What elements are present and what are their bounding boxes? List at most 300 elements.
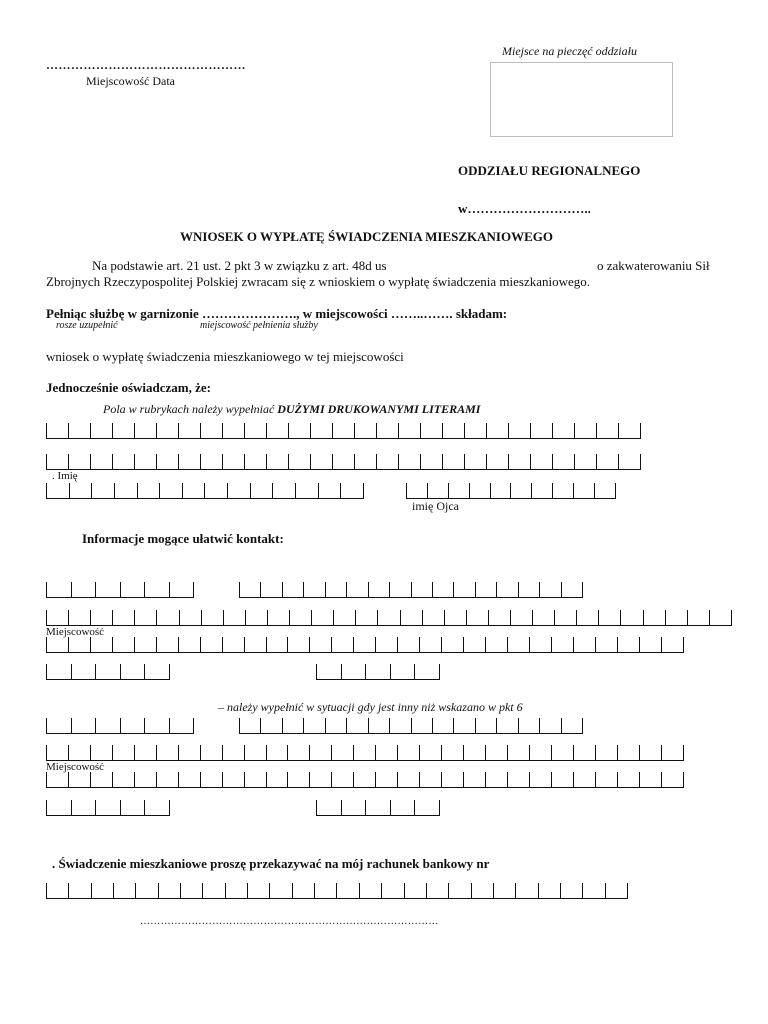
char-box[interactable] — [531, 423, 553, 439]
char-box[interactable] — [47, 772, 69, 788]
char-box[interactable] — [497, 582, 518, 598]
char-box[interactable] — [354, 637, 376, 653]
char-box[interactable] — [145, 664, 170, 680]
char-box[interactable] — [240, 582, 261, 598]
char-box[interactable] — [415, 664, 440, 680]
char-box[interactable] — [179, 745, 201, 761]
char-box[interactable] — [326, 718, 347, 734]
char-box[interactable] — [115, 483, 138, 499]
char-box[interactable] — [317, 800, 342, 816]
char-box[interactable] — [157, 772, 179, 788]
char-box[interactable] — [621, 610, 643, 626]
surname-field-2[interactable] — [46, 454, 641, 470]
char-box[interactable] — [304, 718, 325, 734]
char-box[interactable] — [347, 582, 368, 598]
char-box[interactable] — [619, 454, 641, 470]
char-box[interactable] — [511, 610, 533, 626]
bank-account-field[interactable] — [46, 883, 628, 899]
char-box[interactable] — [157, 745, 179, 761]
char-box[interactable] — [121, 800, 146, 816]
father-name-field[interactable] — [406, 483, 616, 499]
char-box[interactable] — [391, 664, 416, 680]
char-box[interactable] — [472, 883, 494, 899]
char-box[interactable] — [293, 883, 315, 899]
char-box[interactable] — [91, 423, 113, 439]
char-box[interactable] — [530, 637, 552, 653]
char-box[interactable] — [47, 883, 69, 899]
char-box[interactable] — [486, 637, 508, 653]
char-box[interactable] — [312, 610, 334, 626]
char-box[interactable] — [157, 454, 179, 470]
char-box[interactable] — [662, 772, 684, 788]
char-box[interactable] — [289, 423, 311, 439]
char-box[interactable] — [138, 483, 161, 499]
char-box[interactable] — [399, 423, 421, 439]
char-box[interactable] — [201, 454, 223, 470]
char-box[interactable] — [91, 637, 113, 653]
char-box[interactable] — [96, 718, 121, 734]
char-box[interactable] — [531, 454, 553, 470]
char-box[interactable] — [606, 883, 628, 899]
char-box[interactable] — [465, 454, 487, 470]
char-box[interactable] — [382, 883, 404, 899]
char-box[interactable] — [261, 582, 282, 598]
char-box[interactable] — [530, 772, 552, 788]
char-box[interactable] — [376, 637, 398, 653]
city-field[interactable] — [46, 610, 732, 626]
char-box[interactable] — [157, 610, 179, 626]
char-box[interactable] — [369, 582, 390, 598]
char-box[interactable] — [596, 745, 618, 761]
char-box[interactable] — [69, 637, 91, 653]
char-box[interactable] — [442, 772, 464, 788]
char-box[interactable] — [113, 637, 135, 653]
char-box[interactable] — [47, 664, 72, 680]
char-box[interactable] — [427, 883, 449, 899]
char-box[interactable] — [268, 610, 290, 626]
char-box[interactable] — [290, 610, 312, 626]
char-box[interactable] — [289, 454, 311, 470]
street-field[interactable] — [239, 582, 583, 598]
char-box[interactable] — [428, 483, 449, 499]
char-box[interactable] — [433, 582, 454, 598]
char-box[interactable] — [311, 423, 333, 439]
char-box[interactable] — [223, 637, 245, 653]
char-box[interactable] — [267, 772, 289, 788]
char-box[interactable] — [405, 883, 427, 899]
char-box[interactable] — [575, 423, 597, 439]
char-box[interactable] — [72, 664, 97, 680]
alt-house-number-field[interactable] — [46, 800, 170, 816]
char-box[interactable] — [315, 883, 337, 899]
char-box[interactable] — [136, 883, 158, 899]
char-box[interactable] — [710, 610, 732, 626]
char-box[interactable] — [442, 745, 464, 761]
char-box[interactable] — [201, 423, 223, 439]
char-box[interactable] — [398, 637, 420, 653]
char-box[interactable] — [366, 800, 391, 816]
char-box[interactable] — [376, 745, 398, 761]
char-box[interactable] — [246, 610, 268, 626]
char-box[interactable] — [92, 883, 114, 899]
char-box[interactable] — [449, 883, 471, 899]
char-box[interactable] — [574, 772, 596, 788]
char-box[interactable] — [273, 483, 296, 499]
char-box[interactable] — [516, 883, 538, 899]
char-box[interactable] — [412, 582, 433, 598]
char-box[interactable] — [179, 637, 201, 653]
char-box[interactable] — [47, 454, 69, 470]
char-box[interactable] — [575, 454, 597, 470]
char-box[interactable] — [391, 800, 416, 816]
char-box[interactable] — [487, 423, 509, 439]
char-box[interactable] — [555, 610, 577, 626]
char-box[interactable] — [599, 610, 621, 626]
char-box[interactable] — [443, 454, 465, 470]
char-box[interactable] — [267, 637, 289, 653]
char-box[interactable] — [69, 772, 91, 788]
char-box[interactable] — [91, 745, 113, 761]
char-box[interactable] — [366, 664, 391, 680]
char-box[interactable] — [332, 745, 354, 761]
char-box[interactable] — [423, 610, 445, 626]
char-box[interactable] — [121, 582, 146, 598]
char-box[interactable] — [179, 772, 201, 788]
char-box[interactable] — [662, 745, 684, 761]
char-box[interactable] — [91, 454, 113, 470]
char-box[interactable] — [310, 745, 332, 761]
char-box[interactable] — [283, 582, 304, 598]
address-field[interactable] — [46, 637, 684, 653]
alt-postal-code-field[interactable] — [46, 718, 194, 734]
char-box[interactable] — [334, 610, 356, 626]
char-box[interactable] — [470, 483, 491, 499]
char-box[interactable] — [401, 610, 423, 626]
char-box[interactable] — [539, 883, 561, 899]
char-box[interactable] — [574, 637, 596, 653]
char-box[interactable] — [113, 423, 135, 439]
char-box[interactable] — [662, 637, 684, 653]
char-box[interactable] — [552, 772, 574, 788]
char-box[interactable] — [553, 454, 575, 470]
alt-apartment-number-field[interactable] — [316, 800, 440, 816]
char-box[interactable] — [69, 610, 91, 626]
char-box[interactable] — [47, 800, 72, 816]
char-box[interactable] — [121, 664, 146, 680]
char-box[interactable] — [203, 883, 225, 899]
char-box[interactable] — [421, 454, 443, 470]
char-box[interactable] — [467, 610, 489, 626]
char-box[interactable] — [47, 423, 69, 439]
char-box[interactable] — [135, 610, 157, 626]
char-box[interactable] — [486, 745, 508, 761]
char-box[interactable] — [464, 745, 486, 761]
char-box[interactable] — [201, 745, 223, 761]
char-box[interactable] — [311, 454, 333, 470]
char-box[interactable] — [533, 610, 555, 626]
char-box[interactable] — [69, 883, 91, 899]
char-box[interactable] — [332, 637, 354, 653]
char-box[interactable] — [326, 582, 347, 598]
char-box[interactable] — [228, 483, 251, 499]
alt-street-field[interactable] — [239, 718, 583, 734]
char-box[interactable] — [267, 745, 289, 761]
char-box[interactable] — [487, 454, 509, 470]
char-box[interactable] — [491, 483, 512, 499]
char-box[interactable] — [511, 483, 532, 499]
house-number-field[interactable] — [46, 664, 170, 680]
char-box[interactable] — [561, 883, 583, 899]
char-box[interactable] — [160, 483, 183, 499]
char-box[interactable] — [47, 483, 70, 499]
char-box[interactable] — [261, 718, 282, 734]
char-box[interactable] — [333, 423, 355, 439]
char-box[interactable] — [369, 718, 390, 734]
char-box[interactable] — [407, 483, 428, 499]
char-box[interactable] — [355, 454, 377, 470]
char-box[interactable] — [202, 610, 224, 626]
char-box[interactable] — [310, 637, 332, 653]
surname-field[interactable] — [46, 423, 641, 439]
char-box[interactable] — [508, 745, 530, 761]
char-box[interactable] — [96, 582, 121, 598]
char-box[interactable] — [121, 718, 146, 734]
char-box[interactable] — [179, 454, 201, 470]
char-box[interactable] — [356, 610, 378, 626]
char-box[interactable] — [415, 800, 440, 816]
char-box[interactable] — [113, 772, 135, 788]
char-box[interactable] — [96, 800, 121, 816]
char-box[interactable] — [562, 582, 583, 598]
char-box[interactable] — [114, 883, 136, 899]
char-box[interactable] — [145, 582, 170, 598]
char-box[interactable] — [157, 637, 179, 653]
char-box[interactable] — [135, 772, 157, 788]
char-box[interactable] — [288, 637, 310, 653]
char-box[interactable] — [562, 718, 583, 734]
char-box[interactable] — [540, 718, 561, 734]
char-box[interactable] — [245, 637, 267, 653]
char-box[interactable] — [223, 423, 245, 439]
char-box[interactable] — [577, 610, 599, 626]
char-box[interactable] — [183, 483, 206, 499]
char-box[interactable] — [497, 718, 518, 734]
char-box[interactable] — [91, 772, 113, 788]
char-box[interactable] — [113, 610, 135, 626]
char-box[interactable] — [135, 637, 157, 653]
char-box[interactable] — [398, 745, 420, 761]
char-box[interactable] — [464, 772, 486, 788]
char-box[interactable] — [47, 610, 69, 626]
char-box[interactable] — [240, 718, 261, 734]
char-box[interactable] — [618, 772, 640, 788]
alt-address-field[interactable] — [46, 772, 684, 788]
char-box[interactable] — [248, 883, 270, 899]
char-box[interactable] — [355, 423, 377, 439]
char-box[interactable] — [574, 483, 595, 499]
char-box[interactable] — [618, 637, 640, 653]
char-box[interactable] — [205, 483, 228, 499]
char-box[interactable] — [619, 423, 641, 439]
char-box[interactable] — [113, 745, 135, 761]
char-box[interactable] — [288, 772, 310, 788]
char-box[interactable] — [640, 637, 662, 653]
char-box[interactable] — [310, 772, 332, 788]
char-box[interactable] — [223, 772, 245, 788]
char-box[interactable] — [666, 610, 688, 626]
char-box[interactable] — [433, 718, 454, 734]
char-box[interactable] — [476, 582, 497, 598]
char-box[interactable] — [443, 423, 465, 439]
char-box[interactable] — [47, 637, 69, 653]
char-box[interactable] — [449, 483, 470, 499]
char-box[interactable] — [135, 423, 157, 439]
char-box[interactable] — [540, 582, 561, 598]
char-box[interactable] — [226, 883, 248, 899]
char-box[interactable] — [341, 483, 364, 499]
char-box[interactable] — [454, 718, 475, 734]
char-box[interactable] — [596, 637, 618, 653]
char-box[interactable] — [420, 637, 442, 653]
char-box[interactable] — [181, 883, 203, 899]
char-box[interactable] — [442, 637, 464, 653]
char-box[interactable] — [47, 745, 69, 761]
char-box[interactable] — [553, 483, 574, 499]
char-box[interactable] — [96, 664, 121, 680]
char-box[interactable] — [72, 718, 97, 734]
char-box[interactable] — [574, 745, 596, 761]
char-box[interactable] — [342, 664, 367, 680]
char-box[interactable] — [201, 637, 223, 653]
char-box[interactable] — [145, 800, 170, 816]
char-box[interactable] — [296, 483, 319, 499]
char-box[interactable] — [267, 454, 289, 470]
char-box[interactable] — [354, 745, 376, 761]
char-box[interactable] — [464, 637, 486, 653]
char-box[interactable] — [445, 610, 467, 626]
char-box[interactable] — [145, 718, 170, 734]
char-box[interactable] — [135, 745, 157, 761]
char-box[interactable] — [170, 718, 195, 734]
char-box[interactable] — [476, 718, 497, 734]
char-box[interactable] — [465, 423, 487, 439]
char-box[interactable] — [390, 582, 411, 598]
char-box[interactable] — [377, 454, 399, 470]
char-box[interactable] — [283, 718, 304, 734]
char-box[interactable] — [69, 423, 91, 439]
char-box[interactable] — [288, 745, 310, 761]
char-box[interactable] — [170, 582, 195, 598]
char-box[interactable] — [640, 745, 662, 761]
char-box[interactable] — [390, 718, 411, 734]
char-box[interactable] — [135, 454, 157, 470]
char-box[interactable] — [532, 483, 553, 499]
char-box[interactable] — [245, 772, 267, 788]
char-box[interactable] — [180, 610, 202, 626]
char-box[interactable] — [91, 610, 113, 626]
char-box[interactable] — [688, 610, 710, 626]
char-box[interactable] — [399, 454, 421, 470]
char-box[interactable] — [201, 772, 223, 788]
char-box[interactable] — [337, 883, 359, 899]
char-box[interactable] — [347, 718, 368, 734]
char-box[interactable] — [223, 454, 245, 470]
char-box[interactable] — [412, 718, 433, 734]
char-box[interactable] — [519, 582, 540, 598]
char-box[interactable] — [377, 423, 399, 439]
char-box[interactable] — [583, 883, 605, 899]
char-box[interactable] — [304, 582, 325, 598]
char-box[interactable] — [489, 610, 511, 626]
char-box[interactable] — [245, 423, 267, 439]
char-box[interactable] — [270, 883, 292, 899]
char-box[interactable] — [360, 883, 382, 899]
char-box[interactable] — [552, 745, 574, 761]
char-box[interactable] — [454, 582, 475, 598]
char-box[interactable] — [553, 423, 575, 439]
char-box[interactable] — [179, 423, 201, 439]
char-box[interactable] — [596, 772, 618, 788]
char-box[interactable] — [618, 745, 640, 761]
char-box[interactable] — [69, 454, 91, 470]
char-box[interactable] — [317, 664, 342, 680]
postal-code-field[interactable] — [46, 582, 194, 598]
char-box[interactable] — [333, 454, 355, 470]
char-box[interactable] — [332, 772, 354, 788]
char-box[interactable] — [72, 800, 97, 816]
char-box[interactable] — [69, 745, 91, 761]
char-box[interactable] — [509, 454, 531, 470]
char-box[interactable] — [595, 483, 616, 499]
char-box[interactable] — [597, 423, 619, 439]
char-box[interactable] — [420, 772, 442, 788]
char-box[interactable] — [72, 582, 97, 598]
char-box[interactable] — [640, 772, 662, 788]
char-box[interactable] — [398, 772, 420, 788]
char-box[interactable] — [508, 637, 530, 653]
char-box[interactable] — [159, 883, 181, 899]
char-box[interactable] — [354, 772, 376, 788]
char-box[interactable] — [47, 582, 72, 598]
first-name-field[interactable] — [46, 483, 364, 499]
char-box[interactable] — [486, 772, 508, 788]
char-box[interactable] — [376, 772, 398, 788]
char-box[interactable] — [251, 483, 274, 499]
char-box[interactable] — [378, 610, 400, 626]
char-box[interactable] — [421, 423, 443, 439]
char-box[interactable] — [509, 423, 531, 439]
char-box[interactable] — [494, 883, 516, 899]
apartment-number-field[interactable] — [316, 664, 440, 680]
char-box[interactable] — [70, 483, 93, 499]
char-box[interactable] — [113, 454, 135, 470]
char-box[interactable] — [267, 423, 289, 439]
char-box[interactable] — [245, 454, 267, 470]
char-box[interactable] — [597, 454, 619, 470]
char-box[interactable] — [224, 610, 246, 626]
char-box[interactable] — [552, 637, 574, 653]
char-box[interactable] — [223, 745, 245, 761]
char-box[interactable] — [644, 610, 666, 626]
char-box[interactable] — [530, 745, 552, 761]
char-box[interactable] — [508, 772, 530, 788]
char-box[interactable] — [319, 483, 342, 499]
char-box[interactable] — [245, 745, 267, 761]
char-box[interactable] — [47, 718, 72, 734]
char-box[interactable] — [92, 483, 115, 499]
alt-city-field[interactable] — [46, 745, 684, 761]
char-box[interactable] — [342, 800, 367, 816]
